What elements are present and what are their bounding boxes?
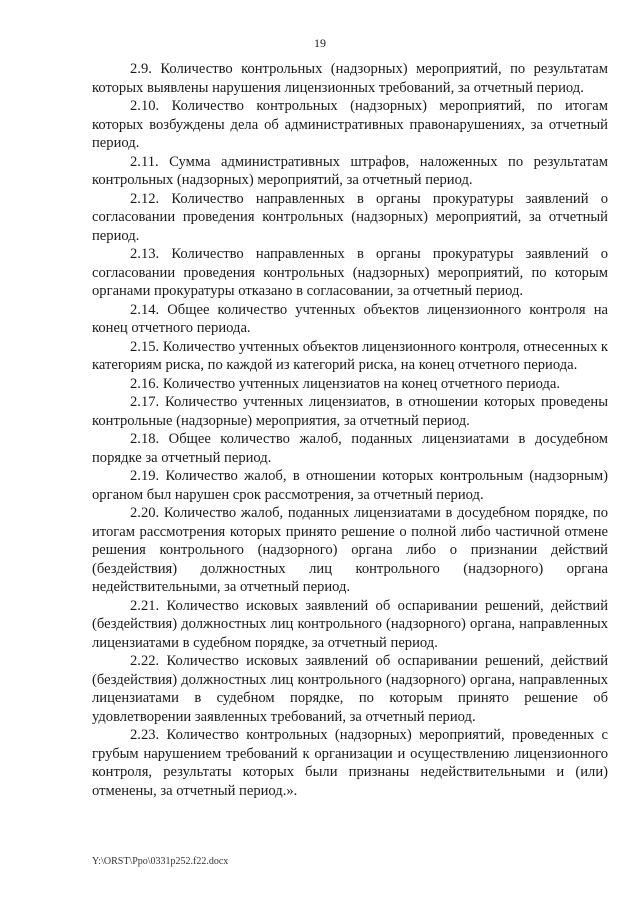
paragraph-2-10: 2.10. Количество контрольных (надзорных) мероприятий, по итогам которых возбуждены дела об административных правонарушениях, за отчетный период.	[92, 98, 608, 151]
paragraph-2-21: 2.21. Количество исковых заявлений об оспаривании решений, действий (бездействия) должностных лиц контрольного (надзорного) органа, направленных лицензиатами в судебном порядке, за отчетный период.	[92, 597, 608, 651]
paragraph-2-17: 2.17. Количество учтенных лицензиатов, в отношении которых проведены контрольные (надзорные) мероприятия, за отчетный период.	[92, 394, 608, 429]
paragraph-2-12: 2.12. Количество направленных в органы прокуратуры заявлений о согласовании проведения контрольных (надзорных) мероприятий, за отчетный период.	[92, 190, 608, 244]
paragraph-2-11: 2.11. Сумма административных штрафов, наложенных по результатам контрольных (надзорных) мероприятий, за отчетный период.	[92, 153, 608, 188]
paragraph-2-16: 2.16. Количество учтенных лицензиатов на конец отчетного периода.	[130, 375, 561, 392]
paragraph-2-22: 2.22. Количество исковых заявлений об оспаривании решений, действий (бездействия) должностных лиц контрольного (надзорного) органа, направленных лицензиатами в судебном порядке, по которым принято решение об удовлетворении заявленных требований, за отчетный период.	[92, 653, 608, 725]
document-body	[92, 60, 608, 800]
footer-file-path: Y:\ORST\Ppo\0331p252.f22.docx	[92, 856, 229, 867]
paragraph-2-9: 2.9. Количество контрольных (надзорных) мероприятий, по результатам которых выявлены нарушения лицензионных требований, за отчетный период.	[92, 61, 608, 96]
page-number: 19	[314, 36, 326, 50]
paragraph-2-19: 2.19. Количество жалоб, в отношении которых контрольным (надзорным) органом был нарушен срок рассмотрения, за отчетный период.	[92, 468, 608, 503]
paragraph-2-13: 2.13. Количество направленных в органы прокуратуры заявлений о согласовании проведения контрольных (надзорных) мероприятий, по которым органами прокуратуры отказано в согласовании, за отчетный период.	[92, 246, 608, 299]
paragraph-2-23: 2.23. Количество контрольных (надзорных) мероприятий, проведенных с грубым нарушением требований к организации и осуществлению лицензионного контроля, результаты которых были признаны недействительными и (или) отменены, за отчетный период.».	[92, 727, 608, 799]
paragraph-2-18: 2.18. Общее количество жалоб, поданных лицензиатами в досудебном порядке за отчетный период.	[92, 431, 608, 466]
paragraph-2-14: 2.14. Общее количество учтенных объектов лицензионного контроля на конец отчетного периода.	[92, 301, 608, 336]
paragraph-2-15: 2.15. Количество учтенных объектов лицензионного контроля, отнесенных к категориям риска, по каждой из категорий риска, на конец отчетного периода.	[92, 338, 608, 373]
paragraph-2-20: 2.20. Количество жалоб, поданных лицензиатами в досудебном порядке, по итогам рассмотрения которых принято решение о полной либо частичной отмене решения контрольного (надзорного) органа либо о признании действий (бездействия) должностных лиц контрольного (надзорного) органа недействительными, за отчетный период.	[92, 505, 608, 595]
